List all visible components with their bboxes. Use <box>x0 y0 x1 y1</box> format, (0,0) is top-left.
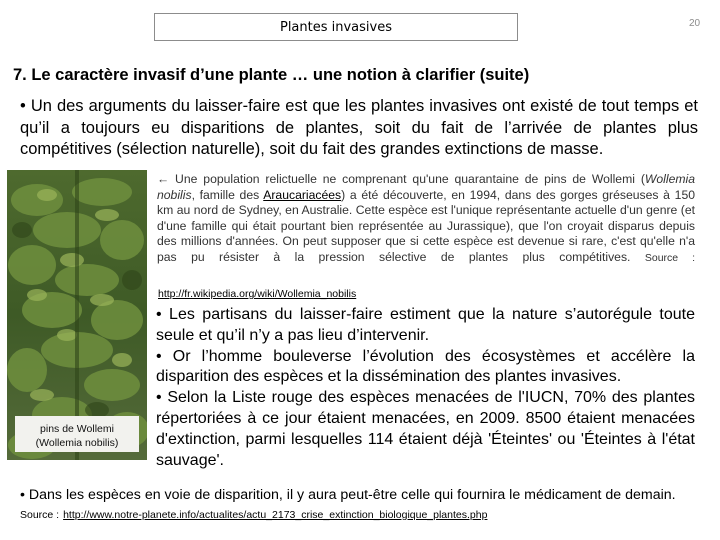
photo-caption: pins de Wollemi (Wollemia nobilis) <box>35 423 119 449</box>
species-name: Wollemia nobilis <box>157 172 695 202</box>
wollemi-note: ← Une population relictuelle ne comprenant qu'une quarantaine de pins de Wollemi (Wollemia nobilis, famille des Araucariacées) a été découverte, en 1994, dans des gorges gréseuses à 150 km au nord de Sydney, en Australie. Cette espèce est l'unique représentante actuelle d'un genre (et d'une famille qui était pourtant bien représentée au Jurassique), que l'on croyait disparus depuis des millions d'années. On peut supposer que si cette espèce est devenue si rare, c'est qu'elle n'a pas pu résister à la pression sélective de plantes plus compétitives. Source : <box>157 172 695 264</box>
araucariacees-link[interactable]: Araucariacées <box>263 187 342 202</box>
notre-planete-link[interactable]: http://www.notre-planete.info/actualites/actu_2173_crise_extinction_biologique_plantes.php <box>63 509 488 521</box>
slide-header <box>154 13 518 41</box>
section-title: 7. Le caractère invasif d’une plante … une notion à clarifier (suite) <box>13 66 530 84</box>
page-number: 20 <box>689 18 701 29</box>
left-arrow: ← <box>157 172 170 186</box>
note-source <box>158 288 356 300</box>
bullet-item: • Or l’homme bouleverse l’évolution des écosystèmes et accélère la disparition des espèces et la dissémination des plantes invasives. <box>156 347 695 386</box>
wollemi-pine-photo <box>7 170 147 460</box>
bullet-list <box>156 305 695 471</box>
note-source-label: Source : <box>644 251 695 264</box>
intro-paragraph: • Un des arguments du laisser-faire est que les plantes invasives ont existé de tout temps et qu’il a toujours eu disparitions de plantes, soit du fait de l’arrivée de plantes plus compétitives (sélection naturelle), soit du fait des grandes extinctions de masse. <box>20 97 698 158</box>
bullet-item: • Les partisans du laisser-faire estiment que la nature s’autorégule toute seule et qu’il n’y a pas lieu d’intervenir. <box>156 306 695 344</box>
wikipedia-link[interactable]: http://fr.wikipedia.org/wiki/Wollemia_nobilis <box>158 288 357 300</box>
bullet-item: • Selon la Liste rouge des espèces menacées de l'IUCN, 70% des plantes répertoriées à ce jour étaient menacées, en 2009. 8500 étaient menacées d'extinction, parmi lesquelles 114 étaient déjà 'Éteintes' ou 'Éteintes à l'état sauvage'. <box>156 389 695 469</box>
header-title: Plantes invasives <box>279 19 393 35</box>
outro-paragraph: • Dans les espèces en voie de disparition, il y aura peut-être celle qui fournira le médicament de demain. Source : http://www.notre-planete.info/actualites/actu_2173_crise_extinction_biologique_plantes.php <box>20 487 676 521</box>
outro-source-label: Source : <box>20 509 60 521</box>
